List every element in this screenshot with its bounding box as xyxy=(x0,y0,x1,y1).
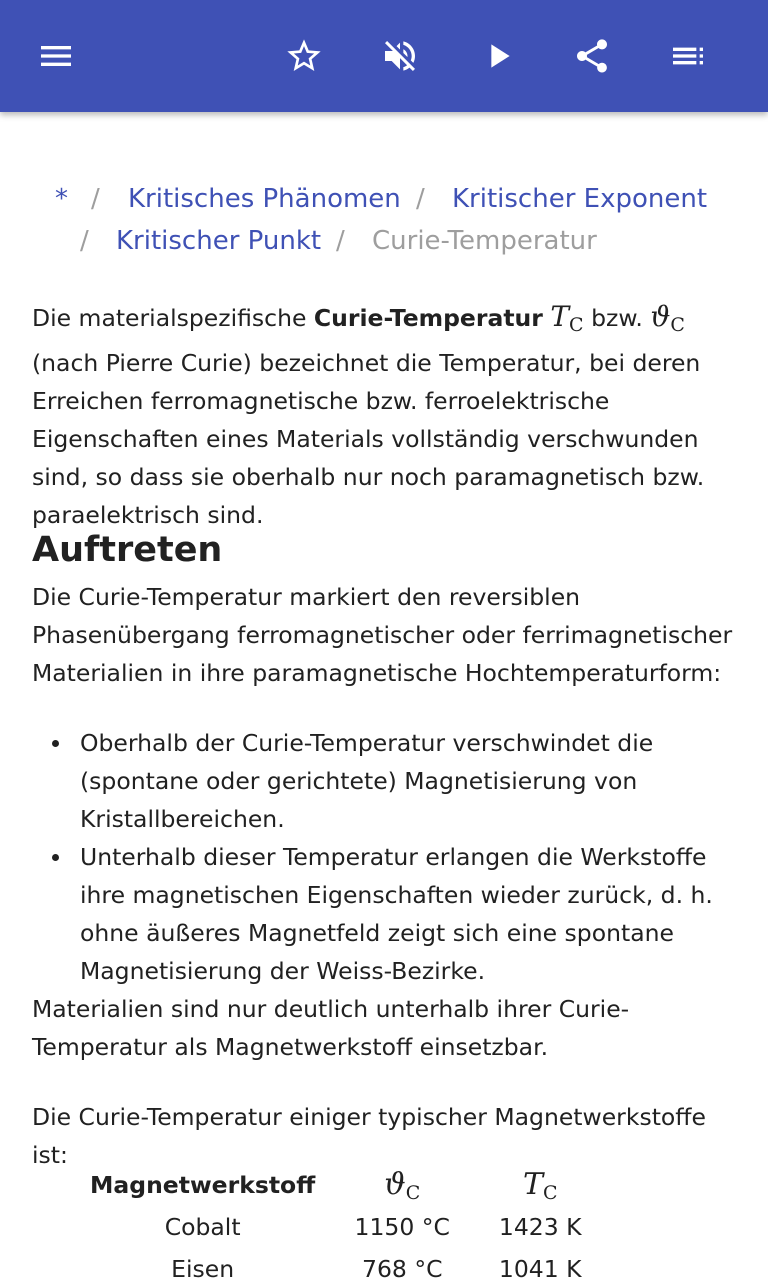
table-cell-material: Cobalt xyxy=(164,1213,241,1241)
favorite-button[interactable] xyxy=(276,28,332,84)
section-paragraph: Die Curie-Temperatur markiert den reversiblen Phasenübergang ferromagnetischer oder ferrimagnetischer Materialien in ihre paramagnetische Hochtemperaturform: xyxy=(32,583,733,687)
table-header-kelvin: $T_C$ xyxy=(522,1166,558,1204)
share-icon xyxy=(572,36,612,76)
app-toolbar xyxy=(0,0,768,112)
toc-list-icon xyxy=(668,36,708,76)
breadcrumb-separator: / xyxy=(91,184,100,214)
table-cell-celsius: 1150 °C xyxy=(354,1213,450,1241)
formula-tc: $T_C$ xyxy=(550,300,584,336)
toc-button[interactable] xyxy=(660,28,716,84)
table-header-row xyxy=(72,1164,609,1206)
breadcrumb-link-kritischer-punkt[interactable]: Kritischer Punkt xyxy=(116,226,322,256)
breadcrumb-separator: / xyxy=(336,226,345,256)
list-item: Oberhalb der Curie-Temperatur verschwindet die (spontane oder gerichtete) Magnetisierung von Kristallbereichen. xyxy=(32,724,732,838)
table-header-celsius: $ϑ_C$ xyxy=(384,1166,421,1204)
table-header-material: Magnetwerkstoff xyxy=(90,1171,316,1199)
intro-bold-term: Curie-Temperatur xyxy=(313,304,543,332)
article-content xyxy=(0,112,768,1280)
bullet-list xyxy=(32,724,732,990)
table-row xyxy=(72,1248,609,1280)
after-list-paragraph: Materialien sind nur deutlich unterhalb ihrer Curie-Temperatur als Magnetwerkstoff einsetzbar. xyxy=(32,995,630,1061)
breadcrumb-link-kritischer-exponent[interactable]: Kritischer Exponent xyxy=(452,184,708,214)
menu-button[interactable] xyxy=(28,28,84,84)
star-outline-icon xyxy=(284,36,324,76)
list-item: Unterhalb dieser Temperatur erlangen die Werkstoffe ihre magnetischen Eigenschaften wieder zurück, d. h. ohne äußeres Magnetfeld zeigt sich eine spontane Magnetisierung der Weiss-Bezirke. xyxy=(32,838,732,990)
breadcrumb-current: Curie-Temperatur xyxy=(372,226,597,256)
share-button[interactable] xyxy=(564,28,620,84)
play-button[interactable] xyxy=(470,28,526,84)
curie-temperature-table xyxy=(72,1164,609,1280)
table-intro-paragraph: Die Curie-Temperatur einiger typischer Magnetwerkstoffe ist: xyxy=(32,1103,706,1169)
breadcrumb-link-kritisches-phaenomen[interactable]: Kritisches Phänomen xyxy=(128,184,401,214)
intro-text: (nach Pierre Curie) bezeichnet die Temperatur, bei deren Erreichen ferromagnetische bzw. ferroelektrische Eigenschaften eines Materials vollständig verschwunden sind, so dass sie oberhalb nur noch paramagnetisch bzw. paraelektrisch sind. xyxy=(32,349,705,529)
intro-paragraph xyxy=(32,298,742,534)
intro-text: bzw. xyxy=(583,304,651,332)
table-cell-kelvin: 1041 K xyxy=(498,1255,582,1280)
table-cell-kelvin: 1423 K xyxy=(498,1213,582,1241)
breadcrumb-home-link[interactable]: * xyxy=(55,184,68,214)
breadcrumb-separator: / xyxy=(80,226,89,256)
table-cell-celsius: 768 °C xyxy=(362,1255,443,1280)
breadcrumb-separator: / xyxy=(416,184,425,214)
intro-text: Die materialspezifische xyxy=(32,304,314,332)
section-heading: Auftreten xyxy=(32,530,223,570)
volume-off-icon xyxy=(380,36,420,76)
mute-button[interactable] xyxy=(372,28,428,84)
play-icon xyxy=(478,36,518,76)
table-row xyxy=(72,1206,609,1248)
menu-icon xyxy=(36,36,76,76)
table-cell-material: Eisen xyxy=(171,1255,235,1280)
formula-theta-c: $ϑ_C$ xyxy=(650,300,685,336)
